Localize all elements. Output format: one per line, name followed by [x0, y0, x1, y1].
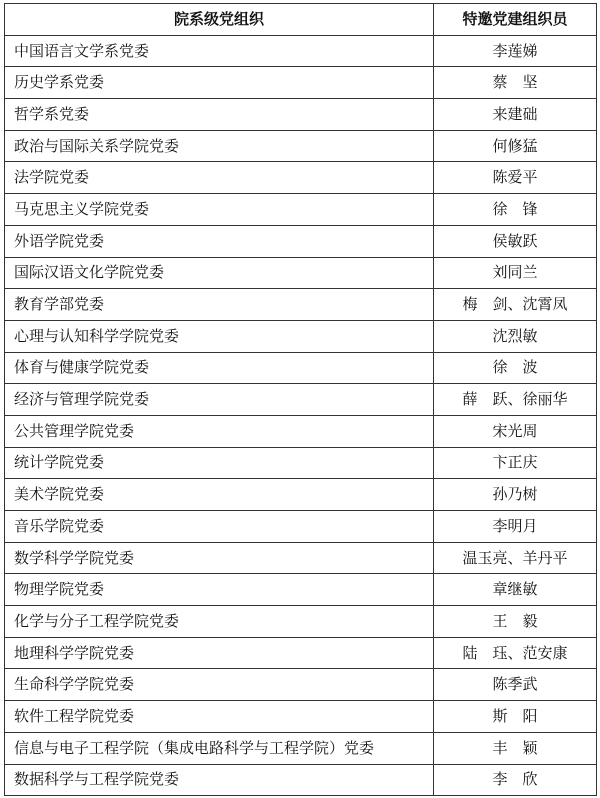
organizer-table	[4, 3, 597, 796]
table-row	[5, 415, 597, 447]
table-row	[5, 99, 597, 131]
table-row	[5, 637, 597, 669]
organizer-cell: 蔡 坚	[434, 67, 597, 99]
header-department-org: 院系级党组织	[5, 4, 434, 36]
table-row	[5, 320, 597, 352]
table-row	[5, 225, 597, 257]
table-row	[5, 257, 597, 289]
table-row	[5, 701, 597, 733]
table-row	[5, 479, 597, 511]
department-org-cell: 软件工程学院党委	[5, 701, 434, 733]
organizer-cell: 李 欣	[434, 764, 597, 796]
table-row	[5, 606, 597, 638]
department-org-cell: 政治与国际关系学院党委	[5, 130, 434, 162]
department-org-cell: 生命科学学院党委	[5, 669, 434, 701]
organizer-cell: 李莲娣	[434, 35, 597, 67]
department-org-cell: 外语学院党委	[5, 225, 434, 257]
department-org-cell: 化学与分子工程学院党委	[5, 606, 434, 638]
organizer-cell: 李明月	[434, 511, 597, 543]
table-row	[5, 542, 597, 574]
department-org-cell: 教育学部党委	[5, 289, 434, 321]
table-row	[5, 289, 597, 321]
department-org-cell: 中国语言文学系党委	[5, 35, 434, 67]
organizer-cell: 章继敏	[434, 574, 597, 606]
table-row	[5, 130, 597, 162]
organizer-cell: 卞正庆	[434, 447, 597, 479]
table-row	[5, 511, 597, 543]
organizer-cell: 温玉亮、羊丹平	[434, 542, 597, 574]
table-row	[5, 384, 597, 416]
organizer-cell: 丰 颖	[434, 732, 597, 764]
department-org-cell: 历史学系党委	[5, 67, 434, 99]
organizer-cell: 孙乃树	[434, 479, 597, 511]
organizer-cell: 陈季武	[434, 669, 597, 701]
organizer-cell: 薛 跃、徐丽华	[434, 384, 597, 416]
table-row	[5, 194, 597, 226]
table-row	[5, 35, 597, 67]
department-org-cell: 经济与管理学院党委	[5, 384, 434, 416]
department-org-cell: 法学院党委	[5, 162, 434, 194]
organizer-cell: 来建础	[434, 99, 597, 131]
department-org-cell: 音乐学院党委	[5, 511, 434, 543]
table-row	[5, 162, 597, 194]
organizer-cell: 何修猛	[434, 130, 597, 162]
table-row	[5, 447, 597, 479]
department-org-cell: 地理科学学院党委	[5, 637, 434, 669]
organizer-cell: 梅 剑、沈霄凤	[434, 289, 597, 321]
department-org-cell: 数学科学学院党委	[5, 542, 434, 574]
department-org-cell: 体育与健康学院党委	[5, 352, 434, 384]
organizer-cell: 王 毅	[434, 606, 597, 638]
department-org-cell: 哲学系党委	[5, 99, 434, 131]
table-header-row	[5, 4, 597, 36]
table-row	[5, 574, 597, 606]
department-org-cell: 物理学院党委	[5, 574, 434, 606]
organizer-table-container	[4, 3, 596, 796]
table-row	[5, 764, 597, 796]
organizer-cell: 侯敏跃	[434, 225, 597, 257]
organizer-cell: 沈烈敏	[434, 320, 597, 352]
header-special-organizer: 特邀党建组织员	[434, 4, 597, 36]
organizer-cell: 刘同兰	[434, 257, 597, 289]
organizer-cell: 宋光周	[434, 415, 597, 447]
table-row	[5, 67, 597, 99]
department-org-cell: 公共管理学院党委	[5, 415, 434, 447]
department-org-cell: 国际汉语文化学院党委	[5, 257, 434, 289]
department-org-cell: 心理与认知科学学院党委	[5, 320, 434, 352]
department-org-cell: 信息与电子工程学院（集成电路科学与工程学院）党委	[5, 732, 434, 764]
department-org-cell: 美术学院党委	[5, 479, 434, 511]
department-org-cell: 统计学院党委	[5, 447, 434, 479]
organizer-cell: 徐 波	[434, 352, 597, 384]
table-row	[5, 352, 597, 384]
organizer-cell: 陈爱平	[434, 162, 597, 194]
department-org-cell: 数据科学与工程学院党委	[5, 764, 434, 796]
organizer-cell: 斯 阳	[434, 701, 597, 733]
organizer-cell: 徐 锋	[434, 194, 597, 226]
table-row	[5, 732, 597, 764]
organizer-cell: 陆 珏、范安康	[434, 637, 597, 669]
department-org-cell: 马克思主义学院党委	[5, 194, 434, 226]
table-row	[5, 669, 597, 701]
